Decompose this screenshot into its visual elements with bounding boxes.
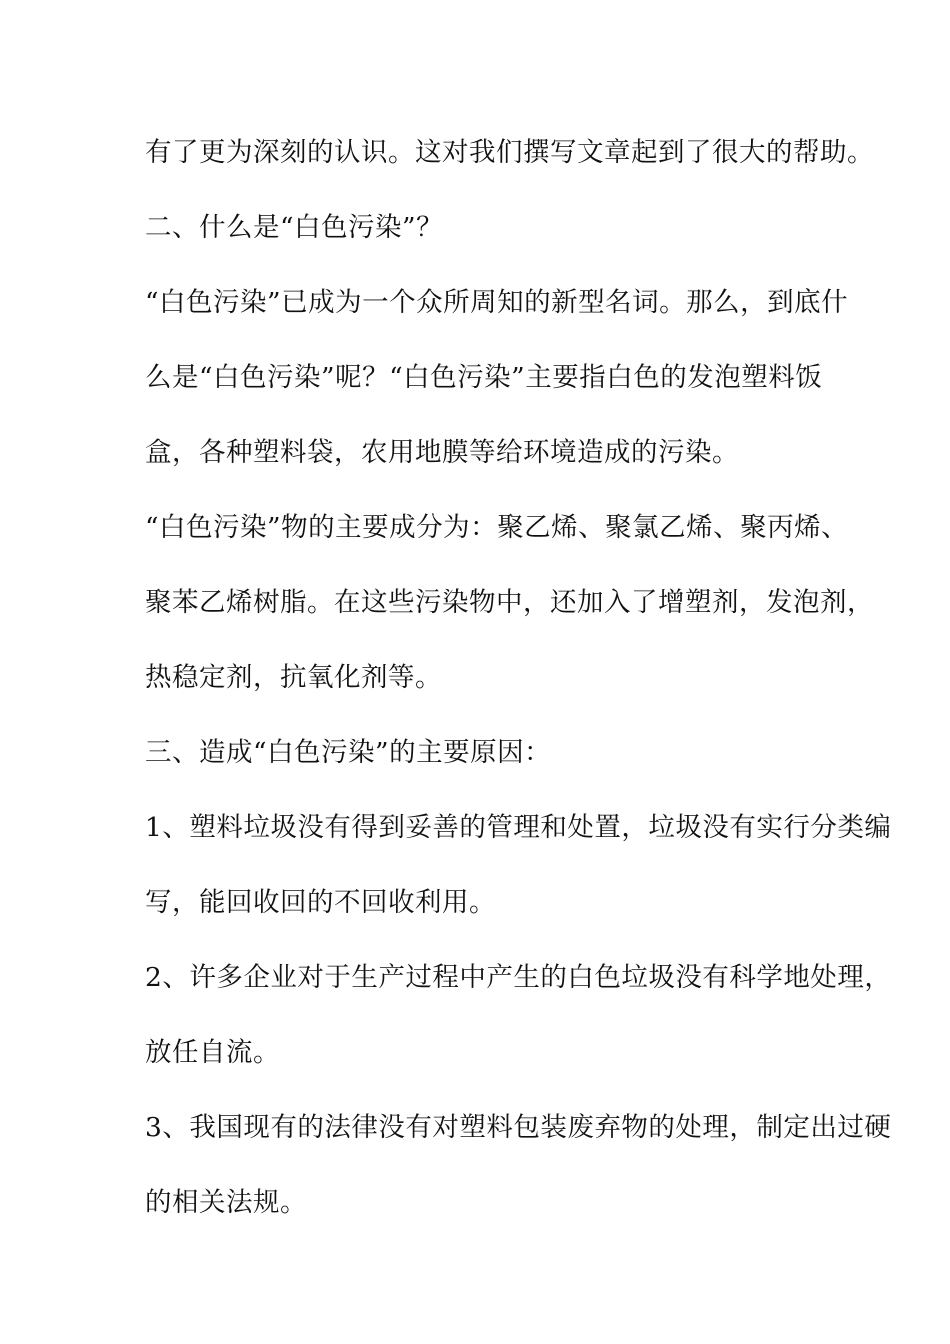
text-line: “白色污染”已成为一个众所周知的新型名词。那么，到底什 xyxy=(145,287,849,318)
text-line: 有了更为深刻的认识。这对我们撰写文章起到了很大的帮助。 xyxy=(145,137,874,168)
text-line: 1、塑料垃圾没有得到妥善的管理和处置，垃圾没有实行分类编 xyxy=(145,812,892,843)
section-heading: 三、造成“白色污染”的主要原因： xyxy=(145,737,552,768)
text-line: “白色污染”物的主要成分为：聚乙烯、聚氯乙烯、聚丙烯、 xyxy=(145,512,849,543)
text-line: 么是“白色污染”呢？“白色污染”主要指白色的发泡塑料饭 xyxy=(145,362,823,393)
text-line: 盒，各种塑料袋，农用地膜等给环境造成的污染。 xyxy=(145,437,739,468)
section-heading: 二、什么是“白色污染”？ xyxy=(145,212,444,243)
text-line: 热稳定剂，抗氧化剂等。 xyxy=(145,662,442,693)
text-line: 的相关法规。 xyxy=(145,1187,307,1218)
text-line: 3、我国现有的法律没有对塑料包装废弃物的处理，制定出过硬 xyxy=(145,1112,892,1143)
text-line: 放任自流。 xyxy=(145,1037,280,1068)
text-line: 2、许多企业对于生产过程中产生的白色垃圾没有科学地处理， xyxy=(145,962,892,993)
text-line: 聚苯乙烯树脂。在这些污染物中，还加入了增塑剂，发泡剂， xyxy=(145,587,874,618)
text-line: 写，能回收回的不回收利用。 xyxy=(145,887,496,918)
